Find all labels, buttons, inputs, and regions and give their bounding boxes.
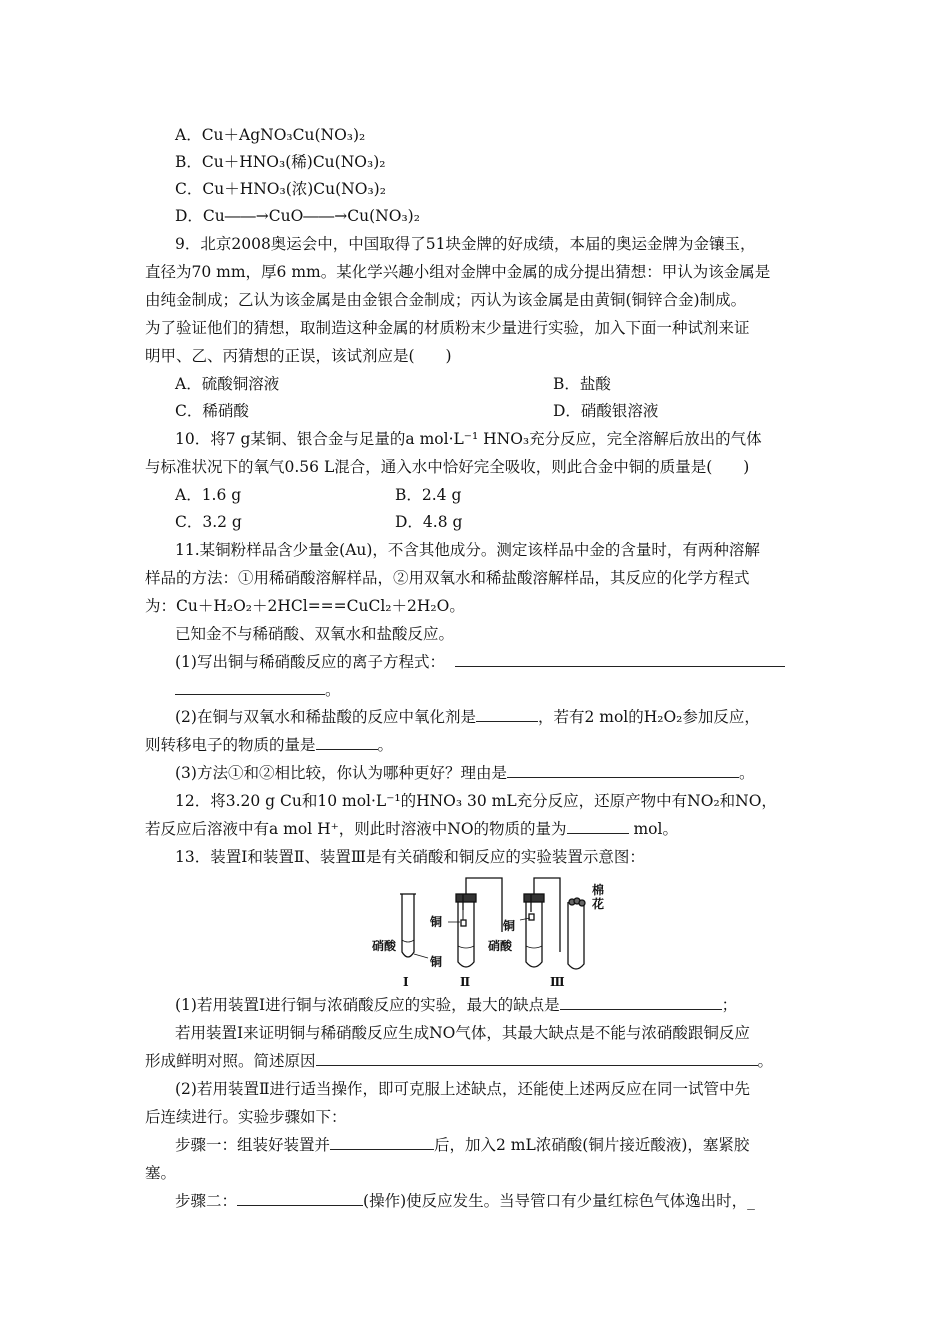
q9-option-c: C．稀硝酸 <box>175 402 249 420</box>
q11-part-2-end: 。 <box>377 736 394 754</box>
answer-blank[interactable] <box>507 763 739 778</box>
apparatus-diagram <box>370 872 610 992</box>
test-tube-3a <box>526 902 542 967</box>
q10-line-2: 与标准状况下的氧气0.56 L混合，通入水中恰好完全吸收，则此合金中铜的质量是( ) <box>145 458 750 476</box>
q12-line-2-text: 若反应后溶液中有a mol H⁺，则此时溶液中NO的物质的量为 <box>145 820 567 838</box>
label-copper-2: 铜 <box>430 915 443 929</box>
q9-line-2: 直径为70 mm，厚6 mm。某化学兴趣小组对金牌中金属的成分提出猜想：甲认为该金属是 <box>145 263 771 281</box>
q12-line-2 <box>145 818 678 840</box>
q10-line-1: 10．将7 g某铜、银合金与足量的a mol·L⁻¹ HNO₃充分反应，完全溶解后放出的气体 <box>175 430 762 448</box>
q9-line-4: 为了验证他们的猜想，取制造这种金属的材质粉末少量进行实验，加入下面一种试剂来证 <box>145 319 750 337</box>
q11-line-2: 样品的方法：①用稀硝酸溶解样品，②用双氧水和稀盐酸溶解样品，其反应的化学方程式 <box>145 569 750 587</box>
test-tube-3b <box>568 902 584 969</box>
q13-part-1 <box>175 994 737 1016</box>
q11-part-1-end: 。 <box>325 681 341 699</box>
test-tube-1 <box>402 894 414 957</box>
q8-option-a: A．Cu＋AgNO₃Cu(NO₃)₂ <box>175 126 366 144</box>
q11-part-2-cont <box>145 734 393 756</box>
label-copper-3: 铜 <box>503 919 516 933</box>
q13-part-1-end: ； <box>721 996 738 1014</box>
label-cotton-2: 花 <box>592 897 605 911</box>
q13-step-2-text-b: (操作)使反应发生。当导管口有少量红棕色气体逸出时，_ <box>363 1192 755 1210</box>
q10-option-d: D．4.8 g <box>395 513 463 531</box>
q13-part-1-text: (1)若用装置Ⅰ进行铜与浓硝酸反应的实验，最大的缺点是 <box>175 996 560 1014</box>
answer-blank[interactable] <box>567 819 629 834</box>
q13-part-2-line-a: (2)若用装置Ⅱ进行适当操作，即可克服上述缺点，还能使上述两反应在同一试管中先 <box>175 1080 750 1098</box>
label-device-3: Ⅲ <box>550 975 565 989</box>
q13-part-1-line-b: 若用装置Ⅰ来证明铜与稀硝酸反应生成NO气体，其最大缺点是不能与浓硝酸跟铜反应 <box>175 1024 750 1042</box>
q9-option-b: B．盐酸 <box>553 375 611 393</box>
q9-line-1: 9．北京2008奥运会中，中国取得了51块金牌的好成绩，本届的奥运金牌为金镶玉， <box>175 235 756 253</box>
answer-blank[interactable] <box>455 652 785 667</box>
label-device-2: Ⅱ <box>460 975 471 989</box>
q13-part-1-line-c <box>145 1050 773 1072</box>
answer-blank[interactable] <box>316 735 378 750</box>
q8-option-d: D．Cu――→CuO――→Cu(NO₃)₂ <box>175 207 420 225</box>
q13-step-1-text-a: 步骤一：组装好装置并 <box>175 1136 331 1154</box>
q13-step-1 <box>175 1134 749 1156</box>
q11-part-1 <box>175 651 785 673</box>
label-nitric-acid-1: 硝酸 <box>372 939 397 953</box>
q9-line-5: 明甲、乙、丙猜想的正误，该试剂应是( ) <box>145 347 452 365</box>
test-tube-2 <box>458 902 474 967</box>
q11-part-3-end: 。 <box>738 764 755 782</box>
q9-line-3: 由纯金制成；乙认为该金属是由金银合金制成；丙认为该金属是由黄铜(铜锌合金)制成。 <box>145 291 747 309</box>
q12-line-1: 12．将3.20 g Cu和10 mol·L⁻¹的HNO₃ 30 mL充分反应，还原产物中有NO₂和NO， <box>175 792 777 810</box>
q11-part-1-cont <box>175 679 341 701</box>
q8-option-b: B．Cu＋HNO₃(稀)Cu(NO₃)₂ <box>175 153 386 171</box>
answer-blank[interactable] <box>237 1191 363 1206</box>
q10-option-b: B．2.4 g <box>395 486 462 504</box>
label-copper-1: 铜 <box>430 955 443 969</box>
answer-blank[interactable] <box>560 995 722 1010</box>
q11-part-3-text: (3)方法①和②相比较，你认为哪种更好？理由是 <box>175 764 507 782</box>
q13-part-2-line-b: 后连续进行。实验步骤如下： <box>145 1108 347 1126</box>
delivery-tube-2 <box>466 878 502 932</box>
q13-part-1-text-c: 形成鲜明对照。简述原因 <box>145 1052 316 1070</box>
q13-step-2-text-a: 步骤二： <box>175 1192 238 1210</box>
q13-step-2 <box>175 1190 755 1212</box>
q9-option-a: A．硫酸铜溶液 <box>175 375 280 393</box>
q13-step-1-text-b: 后，加入2 mL浓硝酸(铜片接近酸液)，塞紧胶 <box>434 1136 750 1154</box>
label-device-1: Ⅰ <box>403 975 409 989</box>
q12-line-2-unit: mol。 <box>628 820 678 838</box>
q11-part-2 <box>175 706 760 728</box>
q9-option-d: D．硝酸银溶液 <box>553 402 659 420</box>
label-nitric-acid-2: 硝酸 <box>488 939 513 953</box>
q10-option-c: C．3.2 g <box>175 513 242 531</box>
q8-option-c: C．Cu＋HNO₃(浓)Cu(NO₃)₂ <box>175 180 386 198</box>
q11-line-1: 11.某铜粉样品含少量金(Au)，不含其他成分。测定该样品中金的含量时，有两种溶解 <box>175 541 760 559</box>
q11-line-4: 已知金不与稀硝酸、双氧水和盐酸反应。 <box>175 625 455 643</box>
answer-blank[interactable] <box>175 680 325 695</box>
q11-part-1-text: (1)写出铜与稀硝酸反应的离子方程式： <box>175 653 445 671</box>
answer-blank[interactable] <box>476 707 538 722</box>
answer-blank[interactable] <box>330 1135 434 1150</box>
q11-part-3 <box>175 762 754 784</box>
q11-line-3: 为：Cu＋H₂O₂＋2HCl===CuCl₂＋2H₂O。 <box>145 597 465 615</box>
answer-blank[interactable] <box>316 1051 758 1066</box>
q11-part-2-text-a: (2)在铜与双氧水和稀盐酸的反应中氧化剂是 <box>175 708 476 726</box>
q11-part-2-text-b: ，若有2 mol的H₂O₂参加反应， <box>537 708 760 726</box>
q13-line-1: 13．装置Ⅰ和装置Ⅱ、装置Ⅲ是有关硝酸和铜反应的实验装置示意图： <box>175 848 645 866</box>
apparatus-svg <box>370 872 610 992</box>
q10-option-a: A．1.6 g <box>175 486 242 504</box>
q13-step-1-cont: 塞。 <box>145 1164 177 1182</box>
label-cotton-1: 棉 <box>592 883 605 897</box>
q11-part-2-text-c: 则转移电子的物质的量是 <box>145 736 316 754</box>
q13-part-1-end-c: 。 <box>757 1052 774 1070</box>
